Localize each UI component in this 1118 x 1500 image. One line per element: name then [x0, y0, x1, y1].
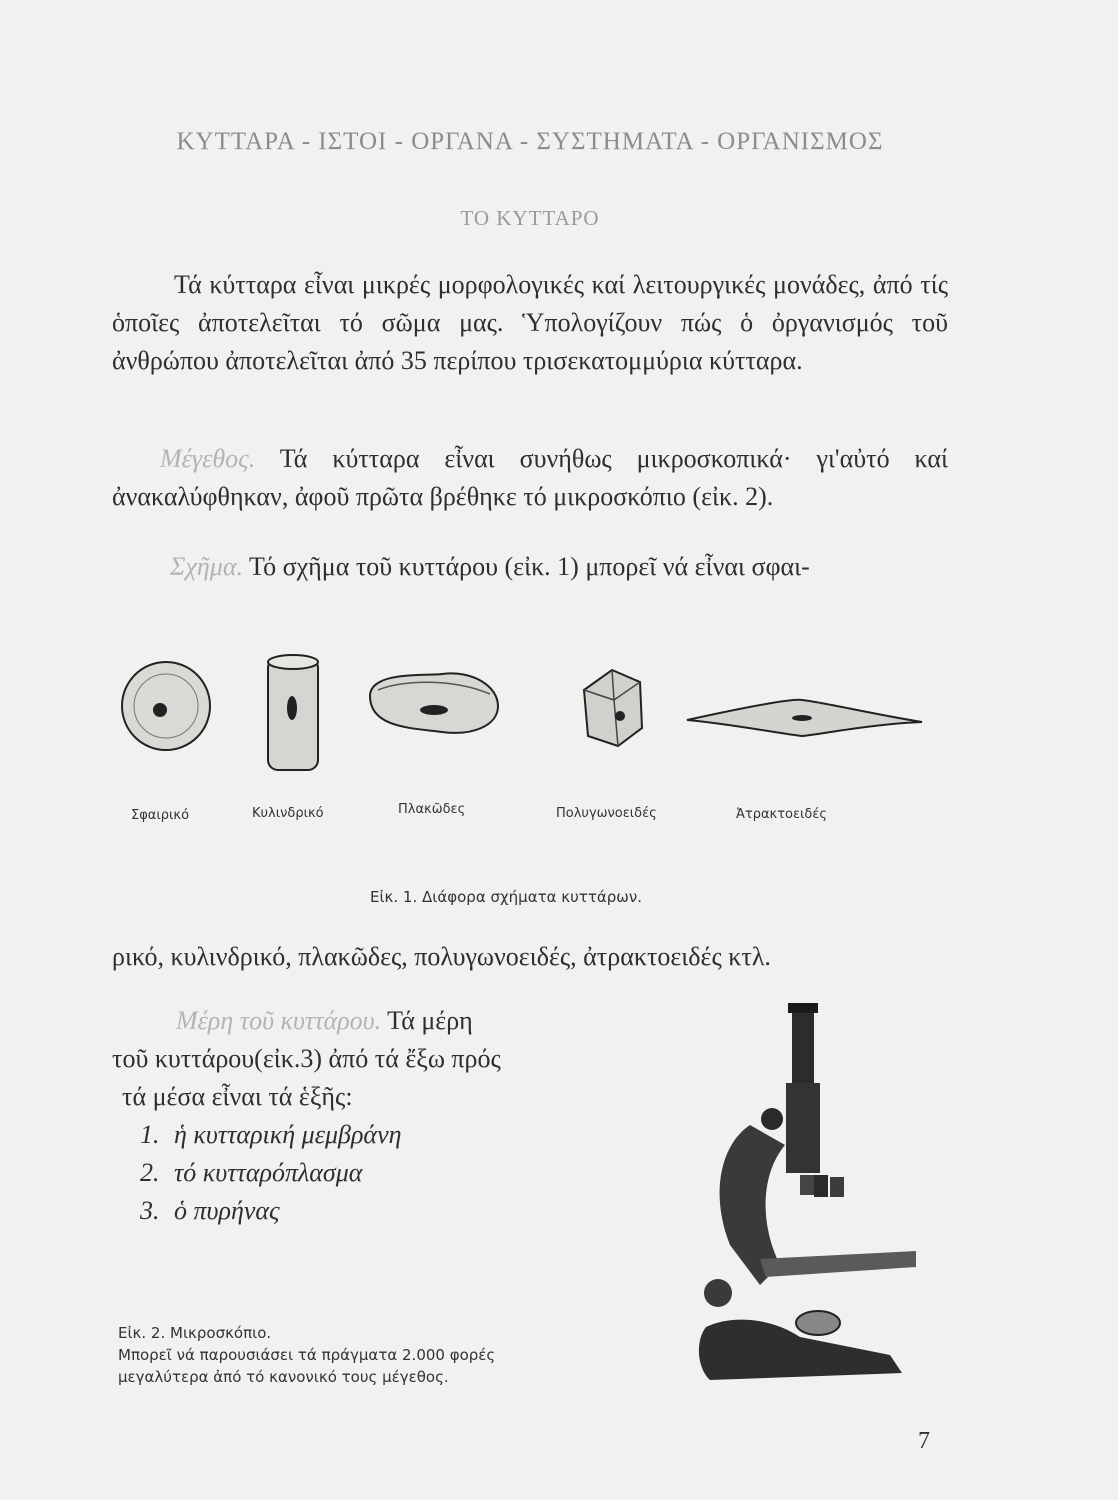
- spherical-cell-drawing: [122, 662, 210, 750]
- list-text: ἡ κυτταρική μεμβράνη: [174, 1120, 402, 1149]
- size-text: Τά κύτταρα εἶναι συνήθως μικροσκοπικά· γι'αὐτό καί ἀνακαλύφθηκαν, ἀφοῦ πρῶτα βρέθηκε τό μικροσκόπιο (εἰκ. 2).: [112, 444, 948, 511]
- intro-paragraph: [112, 266, 948, 380]
- section-title: ΤΟ ΚΥΤΤΑΡΟ: [460, 206, 600, 230]
- list-item: [140, 1116, 540, 1154]
- page-number: 7: [918, 1428, 930, 1454]
- figure2-caption-line-2: Μπορεῖ νά παρουσιάσει τά πράγματα 2.000 φορές: [118, 1346, 496, 1364]
- label-cylindrical: Κυλινδρικό: [252, 806, 324, 821]
- figure2-caption-line-3: μεγαλύτερα ἀπό τό κανονικό τους μέγεθος.: [118, 1368, 449, 1386]
- cell-parts-list: [140, 1116, 540, 1230]
- label-polygonal: Πολυγωνοειδές: [556, 806, 657, 821]
- list-item: [140, 1192, 540, 1230]
- parts-line-1: Τά μέρη: [387, 1006, 473, 1035]
- polygonal-cell-drawing: [584, 670, 642, 746]
- shape-paragraph: [112, 548, 948, 586]
- label-spherical: Σφαιρικό: [131, 808, 190, 823]
- chapter-title: ΚΥΤΤΑΡΑ - ΙΣΤΟΙ - ΟΡΓΑΝΑ - ΣΥΣΤΗΜΑΤΑ - ΟΡΓΑΝΙΣΜΟΣ: [176, 128, 884, 155]
- spindle-cell-drawing: [687, 700, 922, 736]
- flat-cell-drawing: [370, 673, 498, 732]
- figure2-caption: [118, 1322, 588, 1388]
- list-text: τό κυτταρόπλασμα: [174, 1158, 363, 1187]
- parts-paragraph: [112, 1002, 582, 1116]
- figure1-caption: Εἰκ. 1. Διάφορα σχήματα κυττάρων.: [370, 888, 642, 906]
- microscope-illustration: [690, 995, 930, 1390]
- figure2-caption-line-1: Εἰκ. 2. Μικροσκόπιο.: [118, 1324, 272, 1342]
- size-paragraph: [112, 440, 948, 516]
- shape-lead: Σχῆμα.: [170, 552, 243, 581]
- list-item: [140, 1154, 540, 1192]
- list-number: 2.: [140, 1158, 160, 1187]
- parts-lead: Μέρη τοῦ κυττάρου.: [176, 1006, 382, 1035]
- cylindrical-cell-drawing: [268, 655, 318, 770]
- parts-line-2: τοῦ κυττάρου(εἰκ.3) ἀπό τά ἔξω πρός: [112, 1044, 501, 1073]
- intro-text: Τά κύτταρα εἶναι μικρές μορφολογικές καί λειτουργικές μονάδες, ἀπό τίς ὁποῖες ἀποτελεῖται τό σῶμα μας. Ὑπολογίζουν πώς ὁ ὀργανισμός τοῦ ἀνθρώπου ἀποτελεῖται ἀπό 35 περίπου τρισεκατομμύρια κύτταρα.: [112, 270, 948, 375]
- parts-line-3: τά μέσα εἶναι τά ἑξῆς:: [122, 1082, 353, 1111]
- shape-text: Τό σχῆμα τοῦ κυττάρου (εἰκ. 1) μπορεῖ νά εἶναι σφαι-: [249, 552, 810, 581]
- list-number: 1.: [140, 1120, 160, 1149]
- list-text: ὁ πυρήνας: [174, 1196, 280, 1225]
- label-flat: Πλακῶδες: [398, 802, 466, 817]
- list-number: 3.: [140, 1196, 160, 1225]
- cell-shapes-figure: [112, 650, 942, 800]
- size-lead: Μέγεθος.: [160, 444, 256, 473]
- shape-continuation: ρικό, κυλινδρικό, πλακῶδες, πολυγωνοειδές, ἀτρακτοειδές κτλ.: [112, 942, 771, 971]
- label-spindle: Ἀτρακτοειδές: [736, 807, 828, 822]
